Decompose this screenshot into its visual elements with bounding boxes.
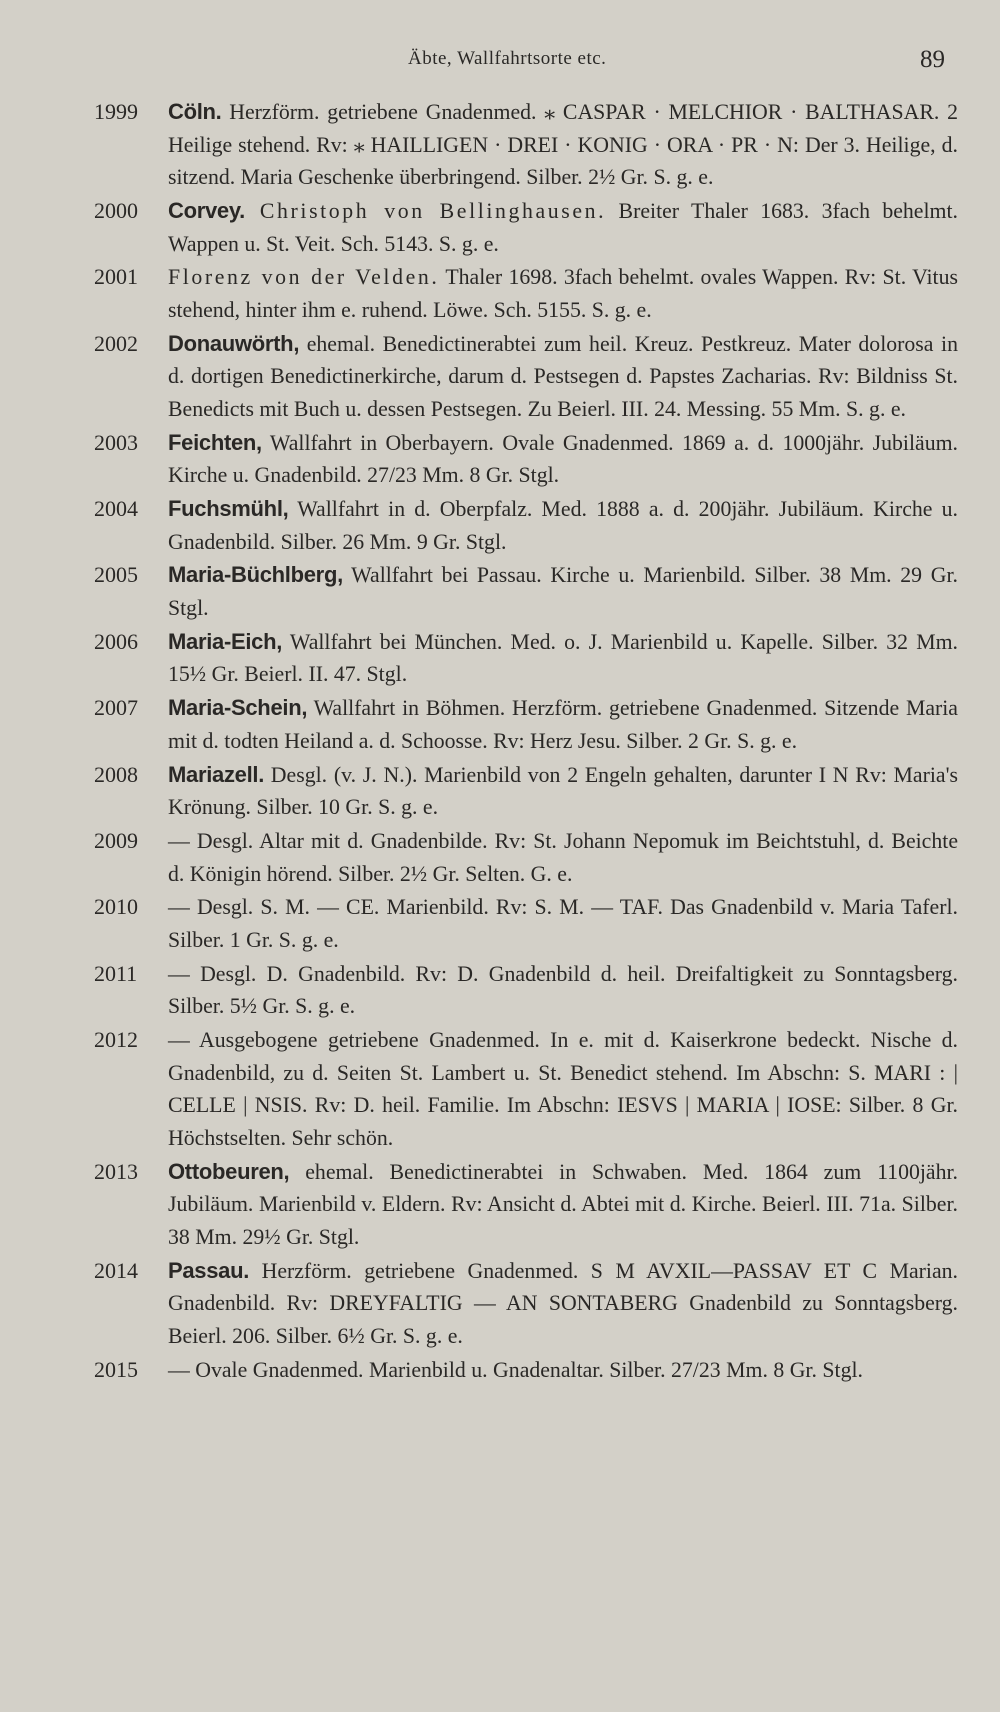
catalogue-entry — [0, 1255, 958, 1353]
running-title: Äbte, Wallfahrtsorte etc. — [408, 48, 607, 69]
entry-description: Wallfahrt in d. Oberpfalz. Med. 1888 a. d. 200jähr. Jubiläum. Kirche u. Gnadenbild. Silber. 26 Mm. 9 Gr. Stgl. — [168, 497, 958, 554]
entry-body — [168, 1354, 958, 1387]
entry-number: 2007 — [94, 695, 138, 721]
entry-description: Wallfahrt in Böhmen. Herzförm. getriebene Gnadenmed. Sitzende Maria mit d. todten Heiland a. d. Schoosse. Rv: Herz Jesu. Silber. 2 Gr. S. g. e. — [168, 696, 958, 753]
page-number: 89 — [920, 46, 945, 73]
entry-body — [168, 692, 958, 757]
catalogue-entry — [0, 692, 958, 757]
entry-place: Feichten, — [168, 429, 262, 455]
catalogue-entry — [0, 626, 958, 691]
entry-description: — Desgl. S. M. — CE. Marienbild. Rv: S. M. — TAF. Das Gnadenbild v. Maria Taferl. Silber. 1 Gr. S. g. e. — [168, 895, 958, 952]
entry-body — [168, 96, 958, 194]
catalogue-entry — [0, 328, 958, 426]
entry-number: 2002 — [94, 330, 138, 356]
entry-place: Corvey. — [168, 197, 245, 223]
entry-description: Breiter Thaler 1683. 3fach behelmt. Wappen u. St. Veit. Sch. 5143. S. g. e. — [168, 198, 958, 256]
entry-body — [168, 825, 958, 890]
catalogue-entry — [0, 195, 958, 260]
entry-person: Christoph von Bellinghausen. — [244, 198, 607, 223]
entry-number: 2010 — [94, 894, 138, 920]
entry-description: Wallfahrt in Oberbayern. Ovale Gnadenmed. 1869 a. d. 1000jähr. Jubiläum. Kirche u. Gnadenbild. 27/23 Mm. 8 Gr. Stgl. — [168, 430, 958, 488]
entry-place: Maria-Schein, — [168, 695, 308, 721]
entry-body — [168, 958, 958, 1023]
entry-number: 2001 — [94, 264, 138, 290]
entry-place: Cöln. — [168, 99, 222, 124]
catalogue-entry — [0, 493, 958, 558]
entry-description: — Ausgebogene getriebene Gnadenmed. In e. mit d. Kaiserkrone bedeckt. Nische d. Gnadenbild, zu d. Seiten St. Lambert u. St. Benedict stehend. Im Abschn: S. MARI : | CELLE | NSIS. Rv: D. heil. Familie. Im Abschn: IESVS | MARIA | IOSE: Silber. 8 Gr. Höchstselten. Sehr schön. — [168, 1028, 958, 1150]
page-header — [0, 44, 1000, 84]
entry-body — [168, 261, 958, 326]
entry-body — [168, 427, 958, 492]
entry-place: Passau. — [168, 1257, 250, 1283]
entry-number: 2014 — [94, 1257, 138, 1283]
entry-number: 2000 — [94, 197, 138, 223]
entry-number: 2008 — [94, 761, 138, 787]
entry-body — [168, 195, 958, 260]
catalogue-entry — [0, 427, 958, 492]
entry-body — [168, 328, 958, 426]
entry-number: 1999 — [94, 99, 138, 124]
entry-description: Herzförm. getriebene Gnadenmed. S M AVXIL—PASSAV ET C Marian. Gnadenbild. Rv: DREYFALTIG — AN SONTABERG Gnadenbild zu Sonntagsberg. Beierl. 206. Silber. 6½ Gr. S. g. e. — [168, 1258, 958, 1348]
entry-body — [168, 891, 958, 956]
catalogue-entry — [0, 1354, 958, 1387]
entry-body — [168, 493, 958, 558]
catalogue-entry — [0, 1024, 958, 1154]
entry-number: 2011 — [94, 960, 138, 986]
entry-number: 2006 — [94, 628, 138, 654]
entry-place: Maria-Eich, — [168, 628, 283, 654]
entry-description: ehemal. Benedictinerabtei in Schwaben. Med. 1864 zum 1100jähr. Jubiläum. Marienbild v. Eldern. Rv: Ansicht d. Abtei mit d. Kirche. Beierl. III. 71a. Silber. 38 Mm. 29½ Gr. Stgl. — [168, 1159, 958, 1249]
entry-description: Herzförm. getriebene Gnadenmed. ⁎ CASPAR · MELCHIOR · BALTHASAR. 2 Heilige stehend. Rv: ⁎ HAILLIGEN · DREI · KONIG · ORA · PR · N: Der 3. Heilige, d. sitzend. Maria Geschenke überbringend. Silber. 2½ Gr. S. g. e. — [168, 100, 958, 190]
entry-number: 2009 — [94, 827, 138, 853]
entry-body — [168, 626, 958, 691]
entry-body — [168, 1024, 958, 1154]
entry-place: Donauwörth, — [168, 330, 300, 356]
entry-body — [168, 1255, 958, 1353]
entry-description: Wallfahrt bei Passau. Kirche u. Marienbild. Silber. 38 Mm. 29 Gr. Stgl. — [168, 563, 958, 621]
entry-number: 2003 — [94, 429, 138, 455]
catalogue-entry — [0, 559, 958, 624]
entry-description: — Desgl. Altar mit d. Gnadenbilde. Rv: St. Johann Nepomuk im Beichtstuhl, d. Beichte d. Königin hörend. Silber. 2½ Gr. Selten. G. e. — [168, 828, 958, 886]
entry-description: ehemal. Benedictinerabtei zum heil. Kreuz. Pestkreuz. Mater dolorosa in d. dortigen Benedictinerkirche, darum d. Pestsegen d. Papstes Zacharias. Rv: Bildniss St. Benedicts mit Buch u. dessen Pestsegen. Zu Beierl. III. 24. Messing. 55 Mm. S. g. e. — [168, 331, 958, 421]
entry-body — [168, 1156, 958, 1254]
entry-number: 2015 — [94, 1356, 138, 1382]
catalogue-entry — [0, 261, 958, 326]
entry-place: Ottobeuren, — [168, 1158, 290, 1184]
entry-description: — Desgl. D. Gnadenbild. Rv: D. Gnadenbild d. heil. Dreifaltigkeit zu Sonntagsberg. Silber. 5½ Gr. S. g. e. — [168, 961, 958, 1019]
entry-body — [168, 559, 958, 624]
catalogue-entry — [0, 891, 958, 956]
entry-description: Desgl. (v. J. N.). Marienbild von 2 Engeln gehalten, darunter I N Rv: Maria's Krönung. Silber. 10 Gr. S. g. e. — [168, 762, 958, 820]
entry-description: — Ovale Gnadenmed. Marienbild u. Gnadenaltar. Silber. 27/23 Mm. 8 Gr. Stgl. — [168, 1357, 863, 1382]
catalogue-entry — [0, 96, 958, 194]
entry-place: Mariazell. — [168, 761, 265, 787]
entry-place: Fuchsmühl, — [168, 496, 289, 522]
catalogue-entry — [0, 958, 958, 1023]
catalogue-entry — [0, 1156, 958, 1254]
entry-description: Wallfahrt bei München. Med. o. J. Marienbild u. Kapelle. Silber. 32 Mm. 15½ Gr. Beierl. II. 47. Stgl. — [168, 629, 958, 687]
entry-person: Florenz von der Velden. — [168, 265, 440, 290]
entry-number: 2012 — [94, 1027, 138, 1053]
catalogue-entry — [0, 825, 958, 890]
entry-number: 2004 — [94, 496, 138, 522]
entry-number: 2005 — [94, 562, 138, 588]
entry-description: Thaler 1698. 3fach behelmt. ovales Wappen. Rv: St. Vitus stehend, hinter ihm e. ruhend. Löwe. Sch. 5155. S. g. e. — [168, 265, 958, 322]
entry-place: Maria-Büchlberg, — [168, 562, 343, 588]
catalogue-entry — [0, 759, 958, 824]
entry-body — [168, 759, 958, 824]
catalogue-entries — [0, 96, 1000, 1387]
entry-number: 2013 — [94, 1158, 138, 1184]
